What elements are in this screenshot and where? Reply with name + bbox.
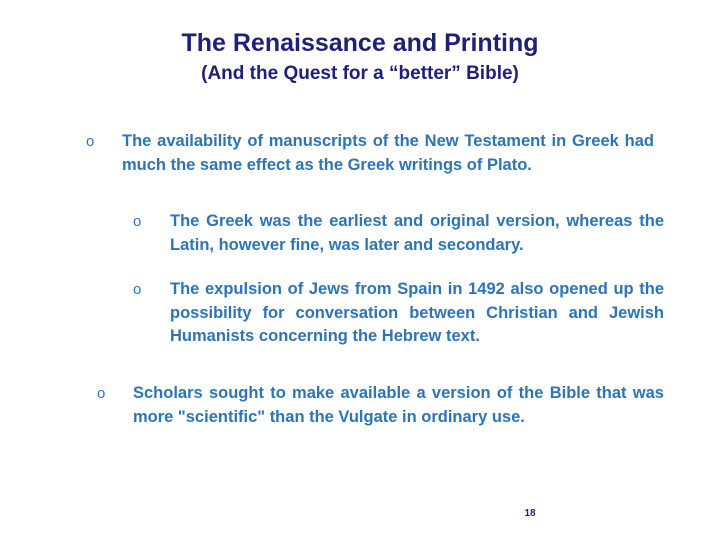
sub-bullet-item xyxy=(133,210,668,258)
bullet-text: The Greek was the earliest and original version, whereas the Latin, however fine, was later and secondary. xyxy=(170,212,664,254)
bullet-text: Scholars sought to make available a version of the Bible that was more "scientific" than the Vulgate in ordinary use. xyxy=(133,384,664,426)
slide-subtitle: (And the Quest for a “better” Bible) xyxy=(201,63,519,84)
bullet-text: The availability of manuscripts of the New Testament in Greek had much the same effect as the Greek writings of Plato. xyxy=(122,132,654,174)
bullet-text: The expulsion of Jews from Spain in 1492 also opened up the possibility for conversation between Christian and Jewish Humanists concerning the Hebrew text. xyxy=(170,280,664,345)
bullet-item xyxy=(86,130,666,178)
bullet-marker: o xyxy=(97,385,106,402)
bullet-item xyxy=(97,382,667,430)
sub-bullet-item xyxy=(133,278,668,350)
bullet-marker: o xyxy=(133,213,142,230)
bullet-marker: o xyxy=(133,281,142,298)
bullet-marker: o xyxy=(86,133,95,150)
page-number: 18 xyxy=(524,508,536,519)
slide-title: The Renaissance and Printing xyxy=(181,29,539,57)
